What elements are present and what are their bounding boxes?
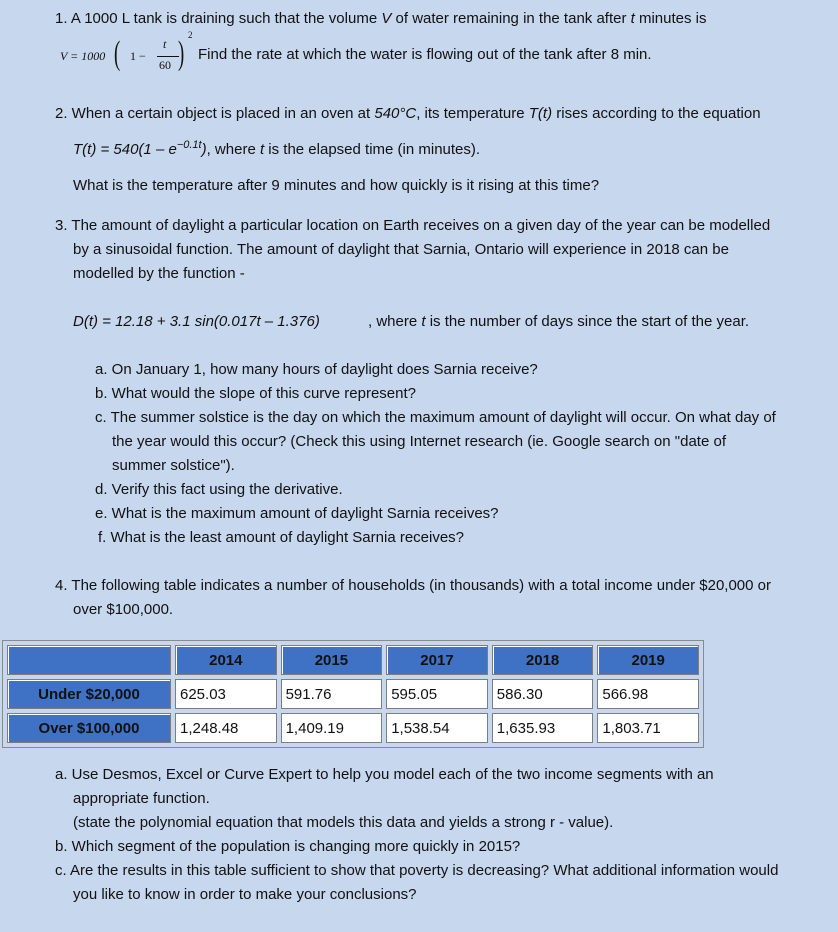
year-header: 2019	[597, 645, 699, 675]
q4-part-c-line2: you like to know in order to make your conclusions?	[73, 886, 417, 903]
q3-part-f: f. What is the least amount of daylight Sarnia receives?	[98, 529, 465, 546]
q3-part-c-line1: c. The summer solstice is the day on which the maximum amount of daylight will occur. On what day of	[95, 409, 776, 426]
q2-line1: 2. When a certain object is placed in an oven at 540°C, its temperature T(t) rises according to the equation	[55, 105, 761, 122]
q4-part-a-line3: (state the polynomial equation that models this data and yields a strong r - value).	[73, 814, 614, 831]
row-label-over-100000: Over $100,000	[7, 713, 171, 743]
year-header: 2014	[175, 645, 277, 675]
q4-part-a-line1: a. Use Desmos, Excel or Curve Expert to help you model each of the two income segments with an	[55, 766, 714, 783]
table-cell: 1,803.71	[597, 713, 699, 743]
q3-line2: by a sinusoidal function. The amount of daylight that Sarnia, Ontario will experience in 2018 can be	[73, 241, 729, 258]
table-cell: 591.76	[281, 679, 383, 709]
q1-line1: 1. A 1000 L tank is draining such that the volume V of water remaining in the tank after t minutes is	[55, 10, 707, 27]
table-cell: 1,635.93	[492, 713, 594, 743]
table-cell: 1,248.48	[175, 713, 277, 743]
table-row	[7, 713, 699, 743]
q3-function: D(t) = 12.18 + 3.1 sin(0.017t – 1.376)	[73, 313, 320, 330]
q3-part-e: e. What is the maximum amount of daylight Sarnia receives?	[95, 505, 499, 522]
year-header: 2018	[492, 645, 594, 675]
q2-question: What is the temperature after 9 minutes and how quickly is it rising at this time?	[73, 177, 600, 194]
q3-part-d: d. Verify this fact using the derivative.	[95, 481, 343, 498]
table-cell: 1,538.54	[386, 713, 488, 743]
q3-part-c-line3: summer solstice").	[112, 457, 235, 474]
row-label-under-20000: Under $20,000	[7, 679, 171, 709]
q1-find: Find the rate at which the water is flowing out of the tank after 8 min.	[198, 46, 652, 63]
q4-part-a-line2: appropriate function.	[73, 790, 210, 807]
q2-equation: $T(t) = 540(1 - e^{-0.1t})$, where t is the elapsed time (in minutes).	[73, 139, 481, 158]
q1-formula: V = 1000 ( 1 − t 60 ) 2	[60, 30, 193, 72]
table-cell: 1,409.19	[281, 713, 383, 743]
q3-line3: modelled by the function -	[73, 265, 245, 282]
q4-part-b: b. Which segment of the population is changing more quickly in 2015?	[55, 838, 521, 855]
q4-part-c-line1: c. Are the results in this table sufficient to show that poverty is decreasing? What additional information would	[55, 862, 779, 879]
q3-part-b: b. What would the slope of this curve represent?	[95, 385, 417, 402]
table-header-row	[7, 645, 699, 675]
year-header: 2015	[281, 645, 383, 675]
q3-part-c-line2: the year would this occur? (Check this using Internet research (ie. Google search on "date of	[112, 433, 726, 450]
table-cell: 595.05	[386, 679, 488, 709]
q4-line2: over $100,000.	[73, 601, 174, 618]
table-row	[7, 679, 699, 709]
year-header: 2017	[386, 645, 488, 675]
table-cell: 625.03	[175, 679, 277, 709]
q3-function-where: , where t is the number of days since the start of the year.	[368, 313, 750, 330]
table-cell: 566.98	[597, 679, 699, 709]
q3-line1: 3. The amount of daylight a particular location on Earth receives on a given day of the year can be modelled	[55, 217, 771, 234]
table-cell: 586.30	[492, 679, 594, 709]
q3-part-a: a. On January 1, how many hours of daylight does Sarnia receive?	[95, 361, 538, 378]
table-corner-cell	[7, 645, 171, 675]
income-table	[2, 640, 704, 748]
q4-line1: 4. The following table indicates a number of households (in thousands) with a total income under $20,000 or	[55, 577, 772, 594]
